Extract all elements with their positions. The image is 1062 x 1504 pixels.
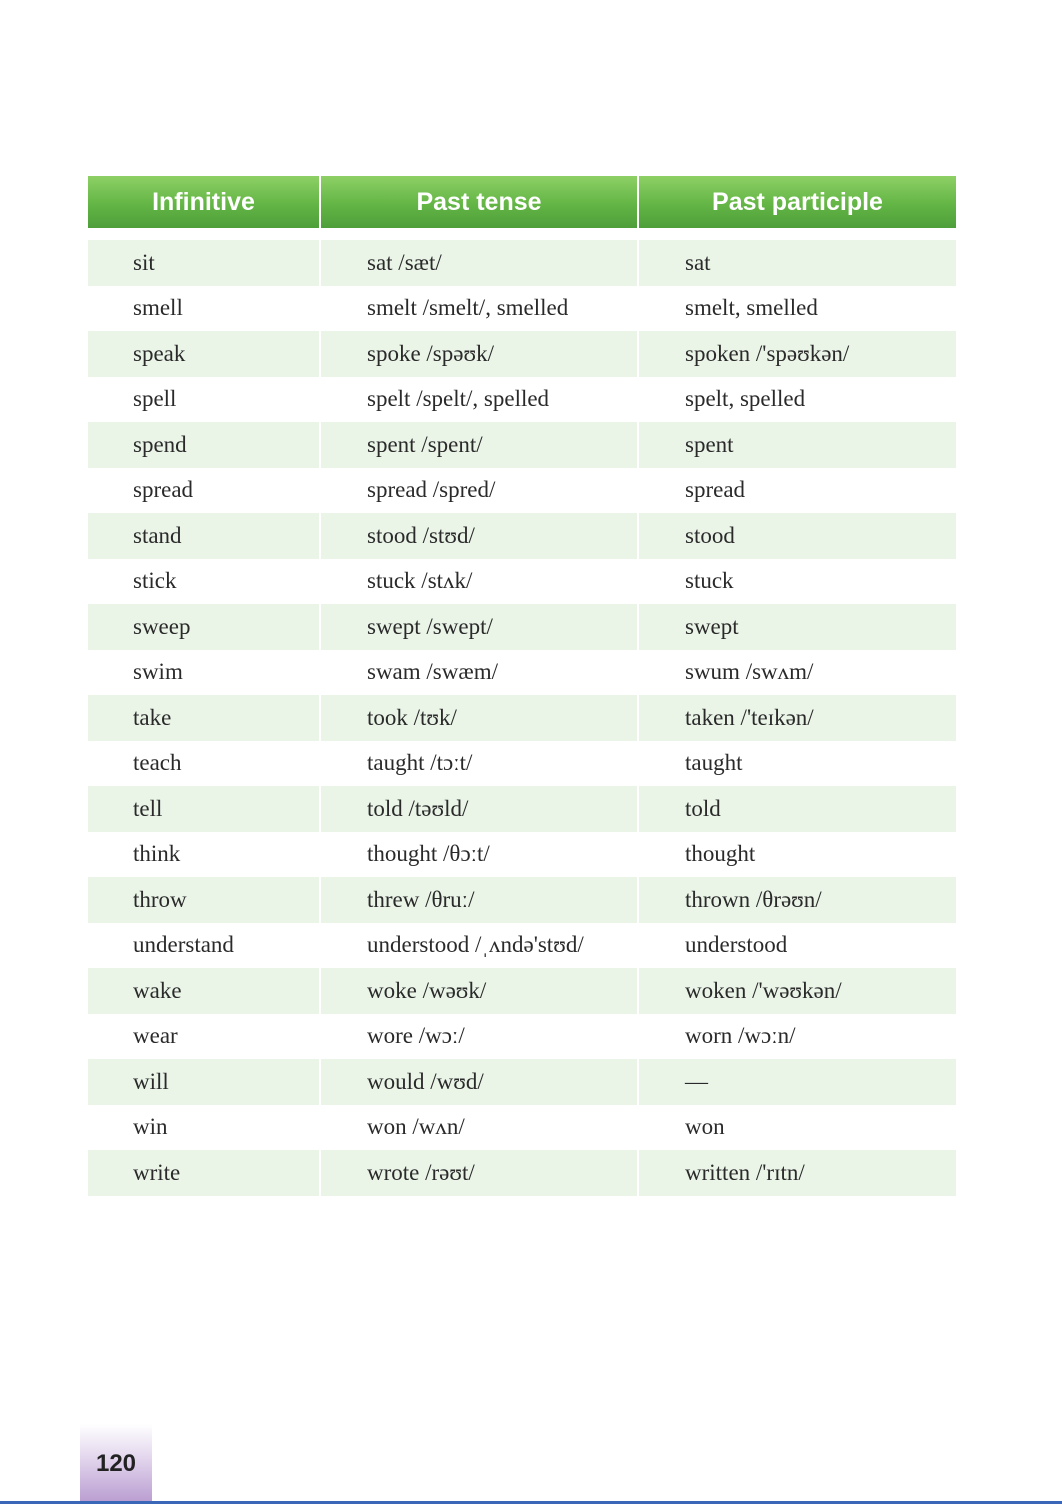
infinitive-cell: think	[133, 841, 181, 867]
past-participle-cell: smelt, smelled	[637, 286, 956, 332]
infinitive-cell: swim	[133, 659, 183, 685]
infinitive-cell: will	[133, 1068, 169, 1094]
infinitive-cell: sit	[133, 249, 155, 275]
table-row	[88, 741, 956, 787]
infinitive-cell: spread	[133, 477, 194, 503]
past-tense-cell: spoke /spəʊk/	[319, 331, 637, 377]
infinitive-cell: stick	[133, 568, 177, 594]
table-body	[88, 240, 956, 1196]
past-tense-cell: wrote /rəʊt/	[319, 1150, 637, 1196]
past-participle-cell: written /'rɪtn/	[637, 1150, 956, 1196]
table-row	[88, 650, 956, 696]
past-participle-cell: understood	[637, 923, 956, 969]
past-participle-cell: stuck	[637, 559, 956, 605]
table-row	[88, 559, 956, 605]
past-participle-cell: spent	[637, 422, 956, 468]
table-row	[88, 786, 956, 832]
table-row	[88, 877, 956, 923]
table-row	[88, 968, 956, 1014]
page-number-tab	[80, 1424, 152, 1504]
past-participle-cell: spread	[637, 468, 956, 514]
past-participle-cell: worn /wɔːn/	[637, 1014, 956, 1060]
past-participle-cell: thought	[637, 832, 956, 878]
header-infinitive: Infinitive	[152, 187, 255, 216]
infinitive-cell: wear	[133, 1023, 178, 1049]
past-tense-cell: understood /ˌʌndə'stʊd/	[319, 923, 637, 969]
past-participle-cell: told	[637, 786, 956, 832]
infinitive-cell: teach	[133, 750, 182, 776]
infinitive-cell: win	[133, 1114, 168, 1140]
infinitive-cell: spend	[133, 431, 187, 457]
past-tense-cell: told /təʊld/	[319, 786, 637, 832]
infinitive-cell: sweep	[133, 613, 191, 639]
past-participle-cell: woken /'wəʊkən/	[637, 968, 956, 1014]
past-participle-cell: —	[637, 1059, 956, 1105]
past-participle-cell: spoken /'spəʊkən/	[637, 331, 956, 377]
past-tense-cell: taught /tɔːt/	[319, 741, 637, 787]
table-row	[88, 695, 956, 741]
past-tense-cell: would /wʊd/	[319, 1059, 637, 1105]
table-row	[88, 1150, 956, 1196]
table-row	[88, 422, 956, 468]
table-row	[88, 377, 956, 423]
infinitive-cell: wake	[133, 977, 182, 1003]
past-tense-cell: stood /stʊd/	[319, 513, 637, 559]
infinitive-cell: throw	[133, 886, 187, 912]
infinitive-cell: write	[133, 1159, 181, 1185]
page-number: 120	[95, 1450, 137, 1477]
past-participle-cell: won	[637, 1105, 956, 1151]
past-participle-cell: taught	[637, 741, 956, 787]
table-row	[88, 1014, 956, 1060]
infinitive-cell: stand	[133, 522, 182, 548]
past-participle-cell: sat	[637, 240, 956, 286]
past-participle-cell: thrown /θrəʊn/	[637, 877, 956, 923]
table-row	[88, 1059, 956, 1105]
header-past-participle: Past participle	[637, 176, 956, 228]
table-row	[88, 604, 956, 650]
irregular-verbs-table	[88, 176, 956, 1196]
table-row	[88, 1105, 956, 1151]
past-tense-cell: wore /wɔː/	[319, 1014, 637, 1060]
past-tense-cell: threw /θruː/	[319, 877, 637, 923]
infinitive-cell: take	[133, 704, 172, 730]
past-tense-cell: swam /swæm/	[319, 650, 637, 696]
infinitive-cell: understand	[133, 932, 234, 958]
past-tense-cell: won /wʌn/	[319, 1105, 637, 1151]
past-participle-cell: spelt, spelled	[637, 377, 956, 423]
table-row	[88, 832, 956, 878]
past-participle-cell: taken /'teɪkən/	[637, 695, 956, 741]
past-participle-cell: stood	[637, 513, 956, 559]
infinitive-cell: tell	[133, 795, 163, 821]
past-tense-cell: stuck /stʌk/	[319, 559, 637, 605]
table-header	[88, 176, 956, 228]
infinitive-cell: smell	[133, 295, 183, 321]
past-tense-cell: spent /spent/	[319, 422, 637, 468]
infinitive-cell: speak	[133, 340, 186, 366]
past-tense-cell: sat /sæt/	[319, 240, 637, 286]
table-row	[88, 923, 956, 969]
past-tense-cell: woke /wəʊk/	[319, 968, 637, 1014]
table-row	[88, 468, 956, 514]
header-past-tense: Past tense	[319, 176, 637, 228]
table-row	[88, 331, 956, 377]
table-row	[88, 286, 956, 332]
past-participle-cell: swept	[637, 604, 956, 650]
past-tense-cell: smelt /smelt/, smelled	[319, 286, 637, 332]
past-tense-cell: swept /swept/	[319, 604, 637, 650]
table-row	[88, 240, 956, 286]
infinitive-cell: spell	[133, 386, 177, 412]
past-tense-cell: spread /spred/	[319, 468, 637, 514]
past-tense-cell: spelt /spelt/, spelled	[319, 377, 637, 423]
past-tense-cell: took /tʊk/	[319, 695, 637, 741]
past-participle-cell: swum /swʌm/	[637, 650, 956, 696]
past-tense-cell: thought /θɔːt/	[319, 832, 637, 878]
table-row	[88, 513, 956, 559]
